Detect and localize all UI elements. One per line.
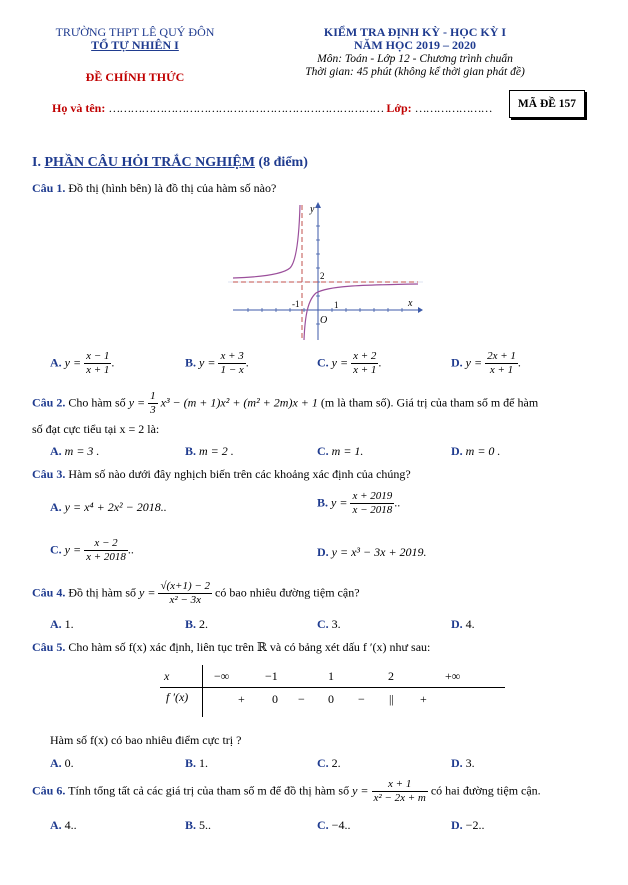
table-x-pos-inf: +∞	[445, 669, 461, 683]
group-name: TỔ TỰ NHIÊN I	[91, 38, 179, 52]
q2-options	[50, 444, 610, 460]
time-line: Thời gian: 45 phút (không kể thời gian phát đề)	[305, 66, 525, 78]
table-x-neg-inf: −∞	[214, 669, 230, 683]
table-sign-1: +	[238, 692, 245, 706]
q1-options	[50, 350, 610, 382]
section-points: (8 điểm)	[254, 155, 308, 170]
q3-option-c[interactable]: C. y = $\frac{x - 2}{x + 2018}$ ..	[50, 537, 134, 563]
q6-option-c[interactable]: C. −4..	[317, 818, 351, 832]
right-branch	[304, 284, 418, 340]
table-x-1: 1	[328, 669, 334, 683]
graph-tick-2: 2	[320, 271, 325, 281]
q6-option-b[interactable]: B. 5..	[185, 818, 212, 832]
q3-option-a[interactable]: A. y = x⁴ + 2x² − 2018..	[50, 500, 167, 514]
exam-code-box: MÃ ĐỀ 157	[509, 90, 585, 118]
name-blank[interactable]: …………………………………………………………………	[108, 101, 384, 115]
q1-prompt	[32, 181, 276, 196]
section-heading	[32, 155, 308, 171]
graph-tick-1: 1	[334, 300, 339, 310]
table-sign-4: 0	[328, 692, 334, 706]
left-branch	[233, 205, 300, 278]
q5-option-b[interactable]: B. 1.	[185, 756, 209, 770]
q4-option-d[interactable]: D. 4.	[451, 617, 475, 631]
q1-option-c[interactable]: C. y = $\frac{x + 2}{x + 1}$ .	[317, 350, 382, 376]
school-name: TRƯỜNG THPT LÊ QUÝ ĐÔN	[55, 25, 215, 39]
graph-origin: O	[320, 315, 328, 326]
name-label: Họ và tên:	[52, 101, 106, 115]
q2-line2: số đạt cực tiểu tại x = 2 là:	[32, 422, 160, 436]
q6-prompt: Câu 6. Tính tổng tất cả các giá trị của tham số m để đồ thị hàm số y = $\frac{x + 1}{\text{x² − 2x + m}}$ có hai đường tiệm cận.	[32, 778, 541, 804]
q1-option-a[interactable]: A. y = $\frac{x - 1}{x + 1}$ .	[50, 350, 115, 376]
q2-option-d[interactable]: D. m = 0 .	[451, 444, 501, 458]
q5-options	[50, 756, 610, 772]
table-sign-2: 0	[272, 692, 278, 706]
q5-prompt: Câu 5. Cho hàm số f(x) xác định, liên tục trên ℝ và có bảng xét dấu f ′(x) như sau:	[32, 640, 431, 654]
section-title: PHẦN CÂU HỎI TRẮC NGHIỆM	[44, 155, 255, 170]
q5-question: Hàm số f(x) có bao nhiêu điểm cực trị ?	[50, 733, 242, 747]
q1-graph	[228, 200, 423, 345]
graph-y-label: y	[310, 204, 315, 215]
q5-option-c[interactable]: C. 2.	[317, 756, 341, 770]
q1-option-d[interactable]: D. y = $\frac{2x + 1}{x + 1}$ .	[451, 350, 521, 376]
subject-line: Môn: Toán - Lớp 12 - Chương trình chuẩn	[317, 53, 513, 65]
table-fprime-label: f ′(x)	[166, 690, 189, 704]
q4-option-c[interactable]: C. 3.	[317, 617, 341, 631]
q1-option-b[interactable]: B. y = $\frac{x + 3}{1 - x}$ .	[185, 350, 249, 376]
exam-title: KIỂM TRA ĐỊNH KỲ - HỌC KỲ I	[323, 25, 507, 39]
q6-option-a[interactable]: A. 4..	[50, 818, 77, 832]
q2-option-c[interactable]: C. m = 1.	[317, 444, 364, 458]
q1-text: Đồ thị (hình bên) là đồ thị của hàm số nào?	[68, 181, 277, 195]
table-sign-5: −	[358, 692, 365, 706]
q3-prompt: Câu 3. Hàm số nào dưới đây nghịch biến trên các khoảng xác định của chúng?	[32, 467, 411, 481]
q4-prompt: Câu 4. Đồ thị hàm số y = $\frac{√(x+1) - 2}{\text{x² − 3x}}$ có bao nhiêu đường tiệm cận?	[32, 580, 360, 606]
q3-option-b[interactable]: B. y = $\frac{x + 2019}{x - 2018}$ ..	[317, 490, 401, 516]
sign-table	[160, 665, 505, 717]
official-label: ĐỀ CHÍNH THỨC	[85, 70, 185, 84]
table-x-label: x	[164, 669, 170, 683]
graph-tick-minus1: -1	[292, 299, 300, 309]
q4-option-b[interactable]: B. 2.	[185, 617, 209, 631]
q4-options	[50, 617, 610, 633]
school-year: NĂM HỌC 2019 – 2020	[354, 38, 476, 52]
q4-option-a[interactable]: A. 1.	[50, 617, 74, 631]
q6-options	[50, 818, 610, 834]
q3-option-d[interactable]: D. y = x³ − 3x + 2019.	[317, 545, 427, 559]
class-label: Lớp:	[386, 101, 412, 115]
student-name-row	[52, 101, 492, 116]
table-sign-6: ||	[389, 692, 394, 706]
table-x-minus1: −1	[265, 669, 278, 683]
q5-option-d[interactable]: D. 3.	[451, 756, 475, 770]
q2-option-b[interactable]: B. m = 2 .	[185, 444, 234, 458]
section-prefix: I.	[32, 155, 45, 170]
table-sign-7: +	[420, 692, 427, 706]
q6-option-d[interactable]: D. −2..	[451, 818, 485, 832]
q2-prompt: Câu 2. Cho hàm số y = $\frac{1}{3}$ x³ − (m + 1)x² + (m² + 2m)x + 1 (m là tham số). Giá trị của tham số m để hàm	[32, 390, 539, 416]
q5-option-a[interactable]: A. 0.	[50, 756, 74, 770]
q1-label: Câu 1.	[32, 181, 66, 195]
table-sign-3: −	[298, 692, 305, 706]
q2-option-a[interactable]: A. m = 3 .	[50, 444, 100, 458]
graph-x-label: x	[408, 298, 413, 309]
class-blank[interactable]: …………………	[414, 101, 492, 115]
table-x-2: 2	[388, 669, 394, 683]
